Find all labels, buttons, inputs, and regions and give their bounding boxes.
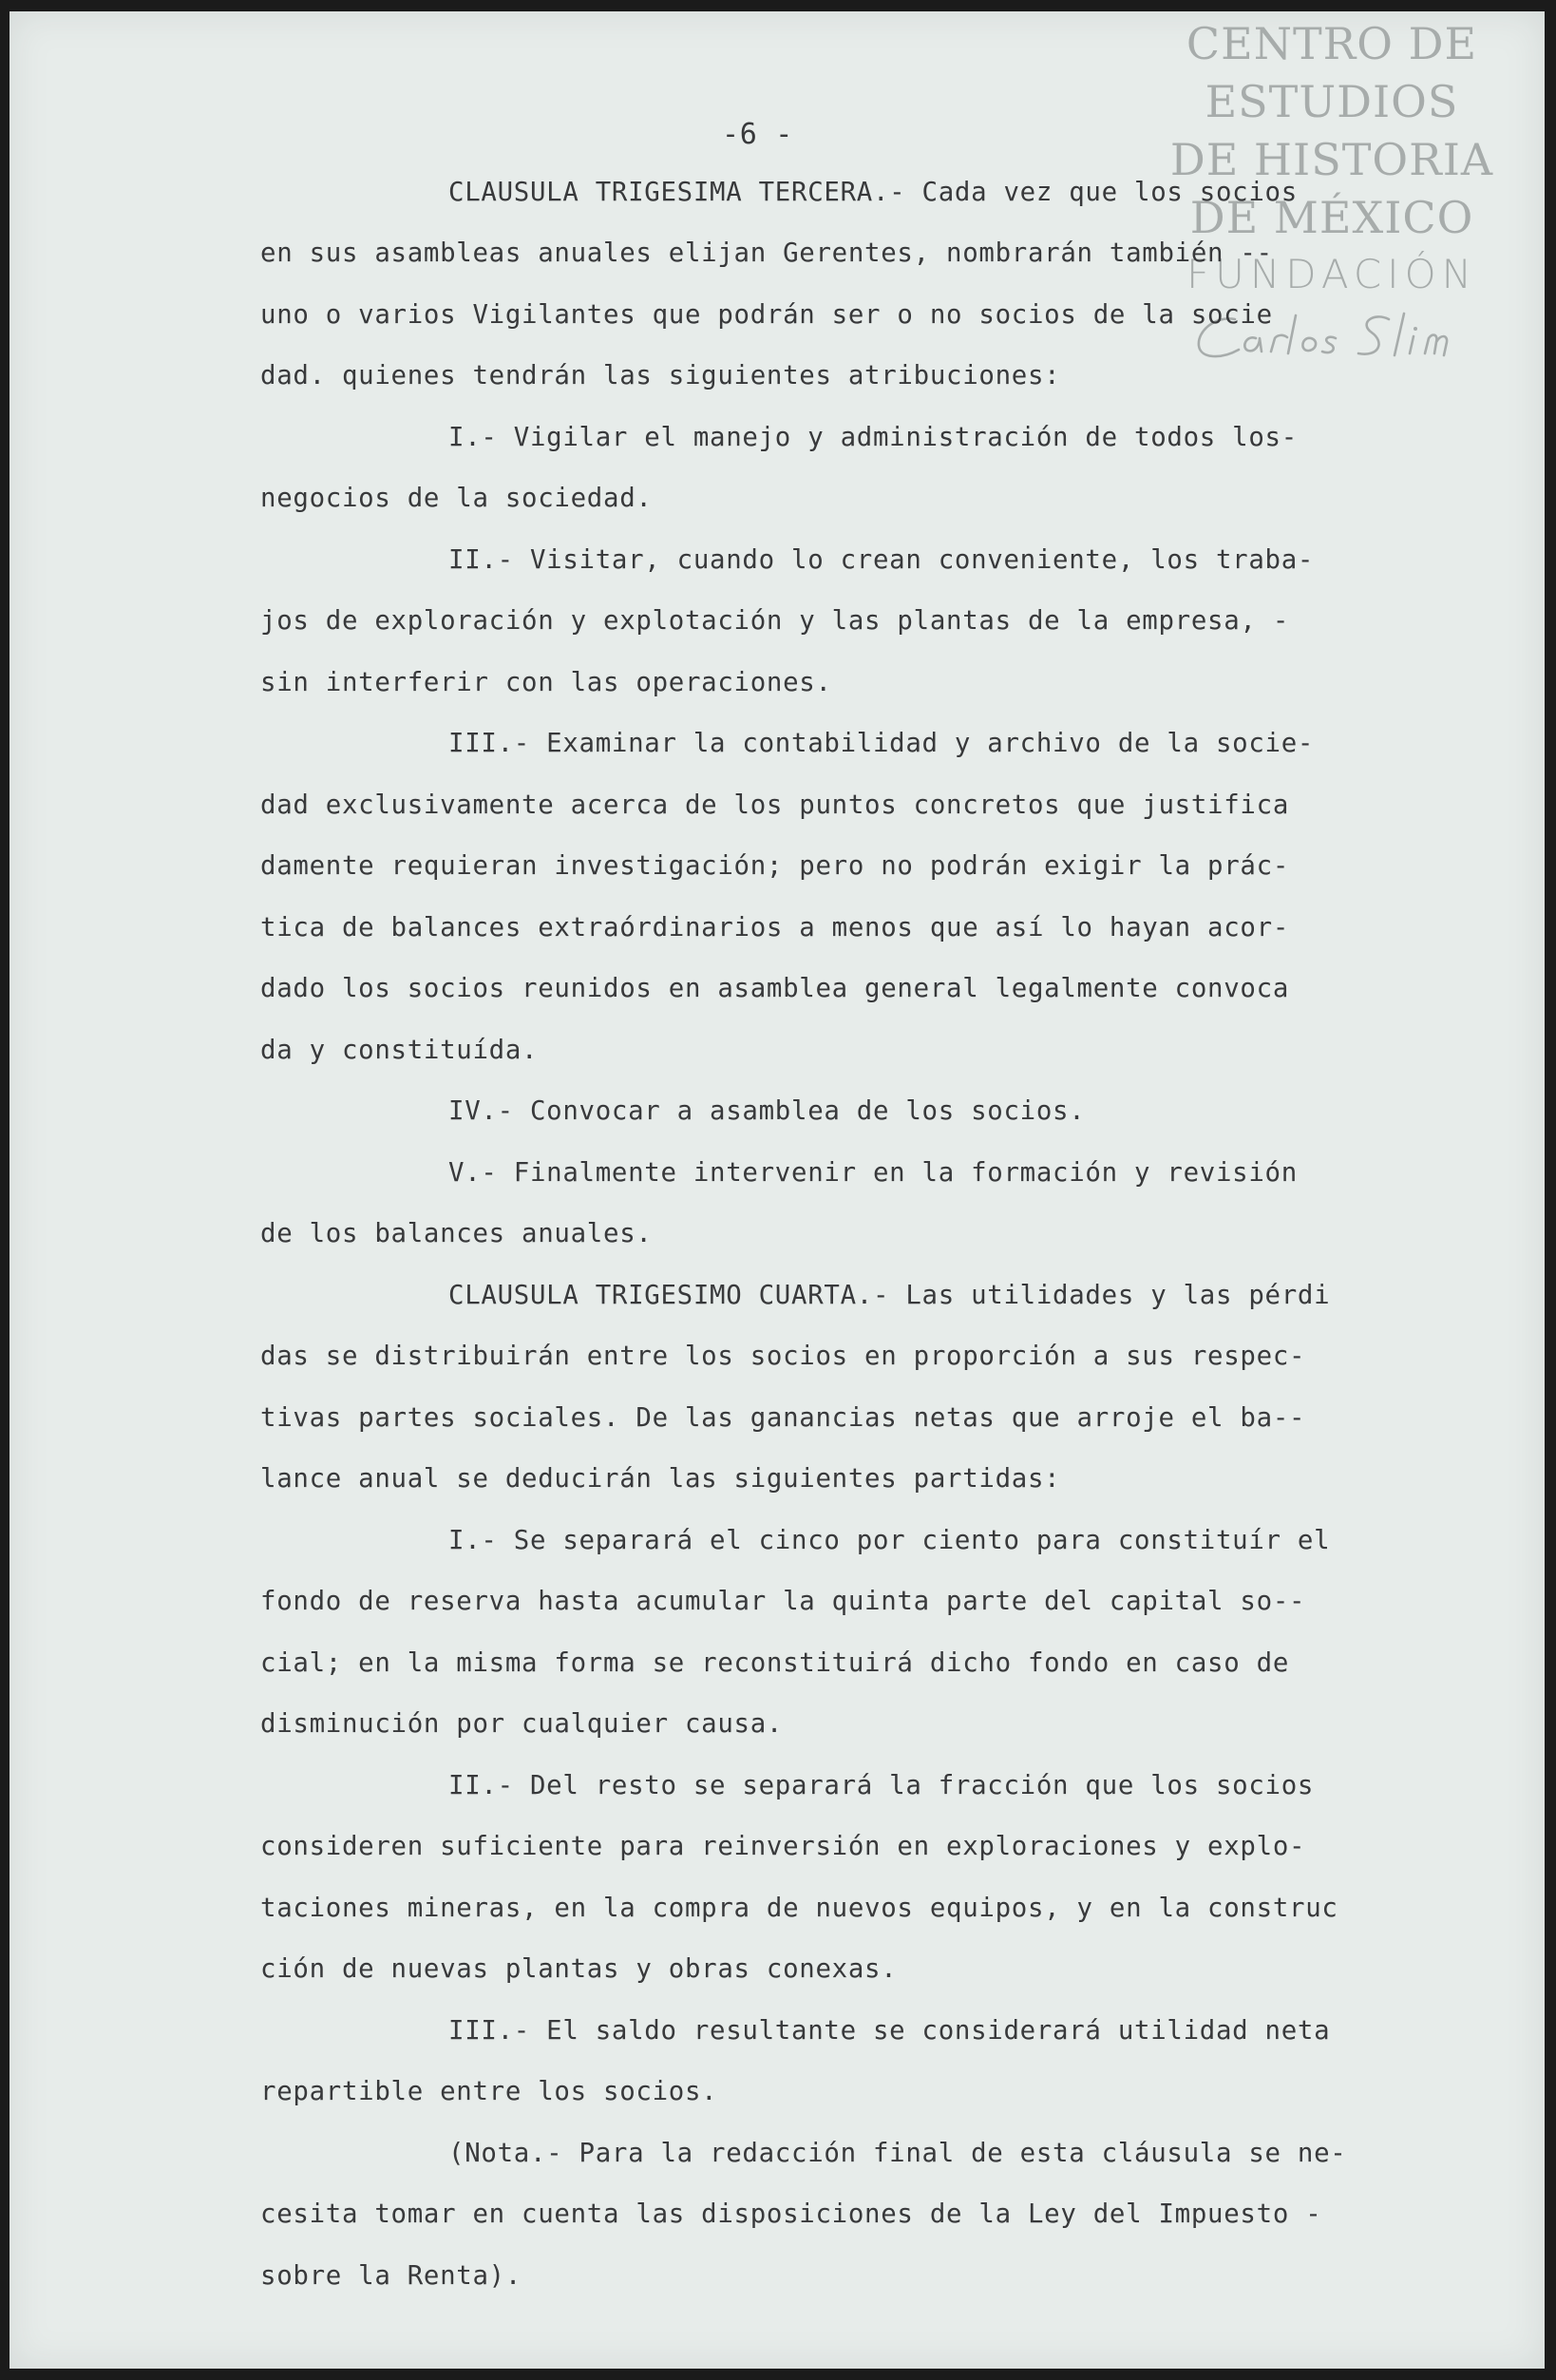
watermark-line-2: ESTUDIOS [1205,76,1459,127]
text-line: CLAUSULA TRIGESIMO CUARTA.- Las utilidades y las pérdi [448,1281,1331,1310]
text-line: lance anual se deducirán las siguientes partidas: [260,1464,1061,1494]
text-line: de los balances anuales. [260,1219,653,1248]
text-line: consideren suficiente para reinversión en exploraciones y explo- [260,1832,1306,1861]
text-line: IV.- Convocar a asamblea de los socios. [448,1096,1086,1126]
watermark-line-3: DE HISTORIA [1169,134,1494,185]
text-line: repartible entre los socios. [260,2077,718,2106]
page-number: -6 - [722,118,794,151]
text-line: taciones mineras, en la compra de nuevos equipos, y en la construc [260,1894,1338,1923]
text-line: negocios de la sociedad. [260,484,653,513]
text-line: (Nota.- Para la redacción final de esta cláusula se ne- [448,2139,1347,2168]
text-line: da y constituída. [260,1036,539,1065]
text-line: das se distribuirán entre los socios en proporción a sus respec- [260,1342,1306,1371]
text-line: disminución por cualquier causa. [260,1709,784,1739]
text-line: sobre la Renta). [260,2261,522,2291]
text-line: tivas partes sociales. De las ganancias netas que arroje el ba-- [260,1403,1306,1433]
text-line: damente requieran investigación; pero no podrán exigir la prác- [260,851,1290,881]
text-line: dad. quienes tendrán las siguientes atribuciones: [260,361,1061,390]
text-line: V.- Finalmente intervenir en la formación y revisión [448,1158,1298,1188]
watermark-line-4: DE MÉXICO [1189,192,1474,243]
text-line: dado los socios reunidos en asamblea general legalmente convoca [260,974,1290,1003]
text-line: II.- Del resto se separará la fracción que los socios [448,1771,1315,1800]
text-line: en sus asambleas anuales elijan Gerentes, nombrarán también -- [260,238,1273,268]
text-line: uno o varios Vigilantes que podrán ser o no socios de la socie [260,300,1273,330]
text-line: tica de balances extraórdinarios a menos que así lo hayan acor- [260,913,1290,942]
text-line: ción de nuevas plantas y obras conexas. [260,1954,898,1984]
text-line: cial; en la misma forma se reconstituirá dicho fondo en caso de [260,1648,1290,1678]
text-line: sin interferir con las operaciones. [260,668,832,697]
text-line: dad exclusivamente acerca de los puntos concretos que justifica [260,790,1290,820]
document-page [9,11,1545,2369]
text-line: CLAUSULA TRIGESIMA TERCERA.- Cada vez que los socios [448,178,1298,207]
text-line: I.- Se separará el cinco por ciento para constituír el [448,1526,1331,1555]
text-line: I.- Vigilar el manejo y administración de todos los- [448,423,1298,452]
watermark-line-1: CENTRO DE [1186,18,1478,69]
watermark-line-5: FUNDACIÓN [1186,251,1478,297]
text-line: II.- Visitar, cuando lo crean conveniente, los traba- [448,545,1315,575]
text-line: jos de exploración y explotación y las plantas de la empresa, - [260,606,1290,636]
text-line: III.- El saldo resultante se considerará utilidad neta [448,2016,1331,2046]
text-line: fondo de reserva hasta acumular la quinta parte del capital so-- [260,1587,1306,1616]
text-line: III.- Examinar la contabilidad y archivo de la socie- [448,729,1315,758]
text-line: cesita tomar en cuenta las disposiciones de la Ley del Impuesto - [260,2199,1322,2229]
